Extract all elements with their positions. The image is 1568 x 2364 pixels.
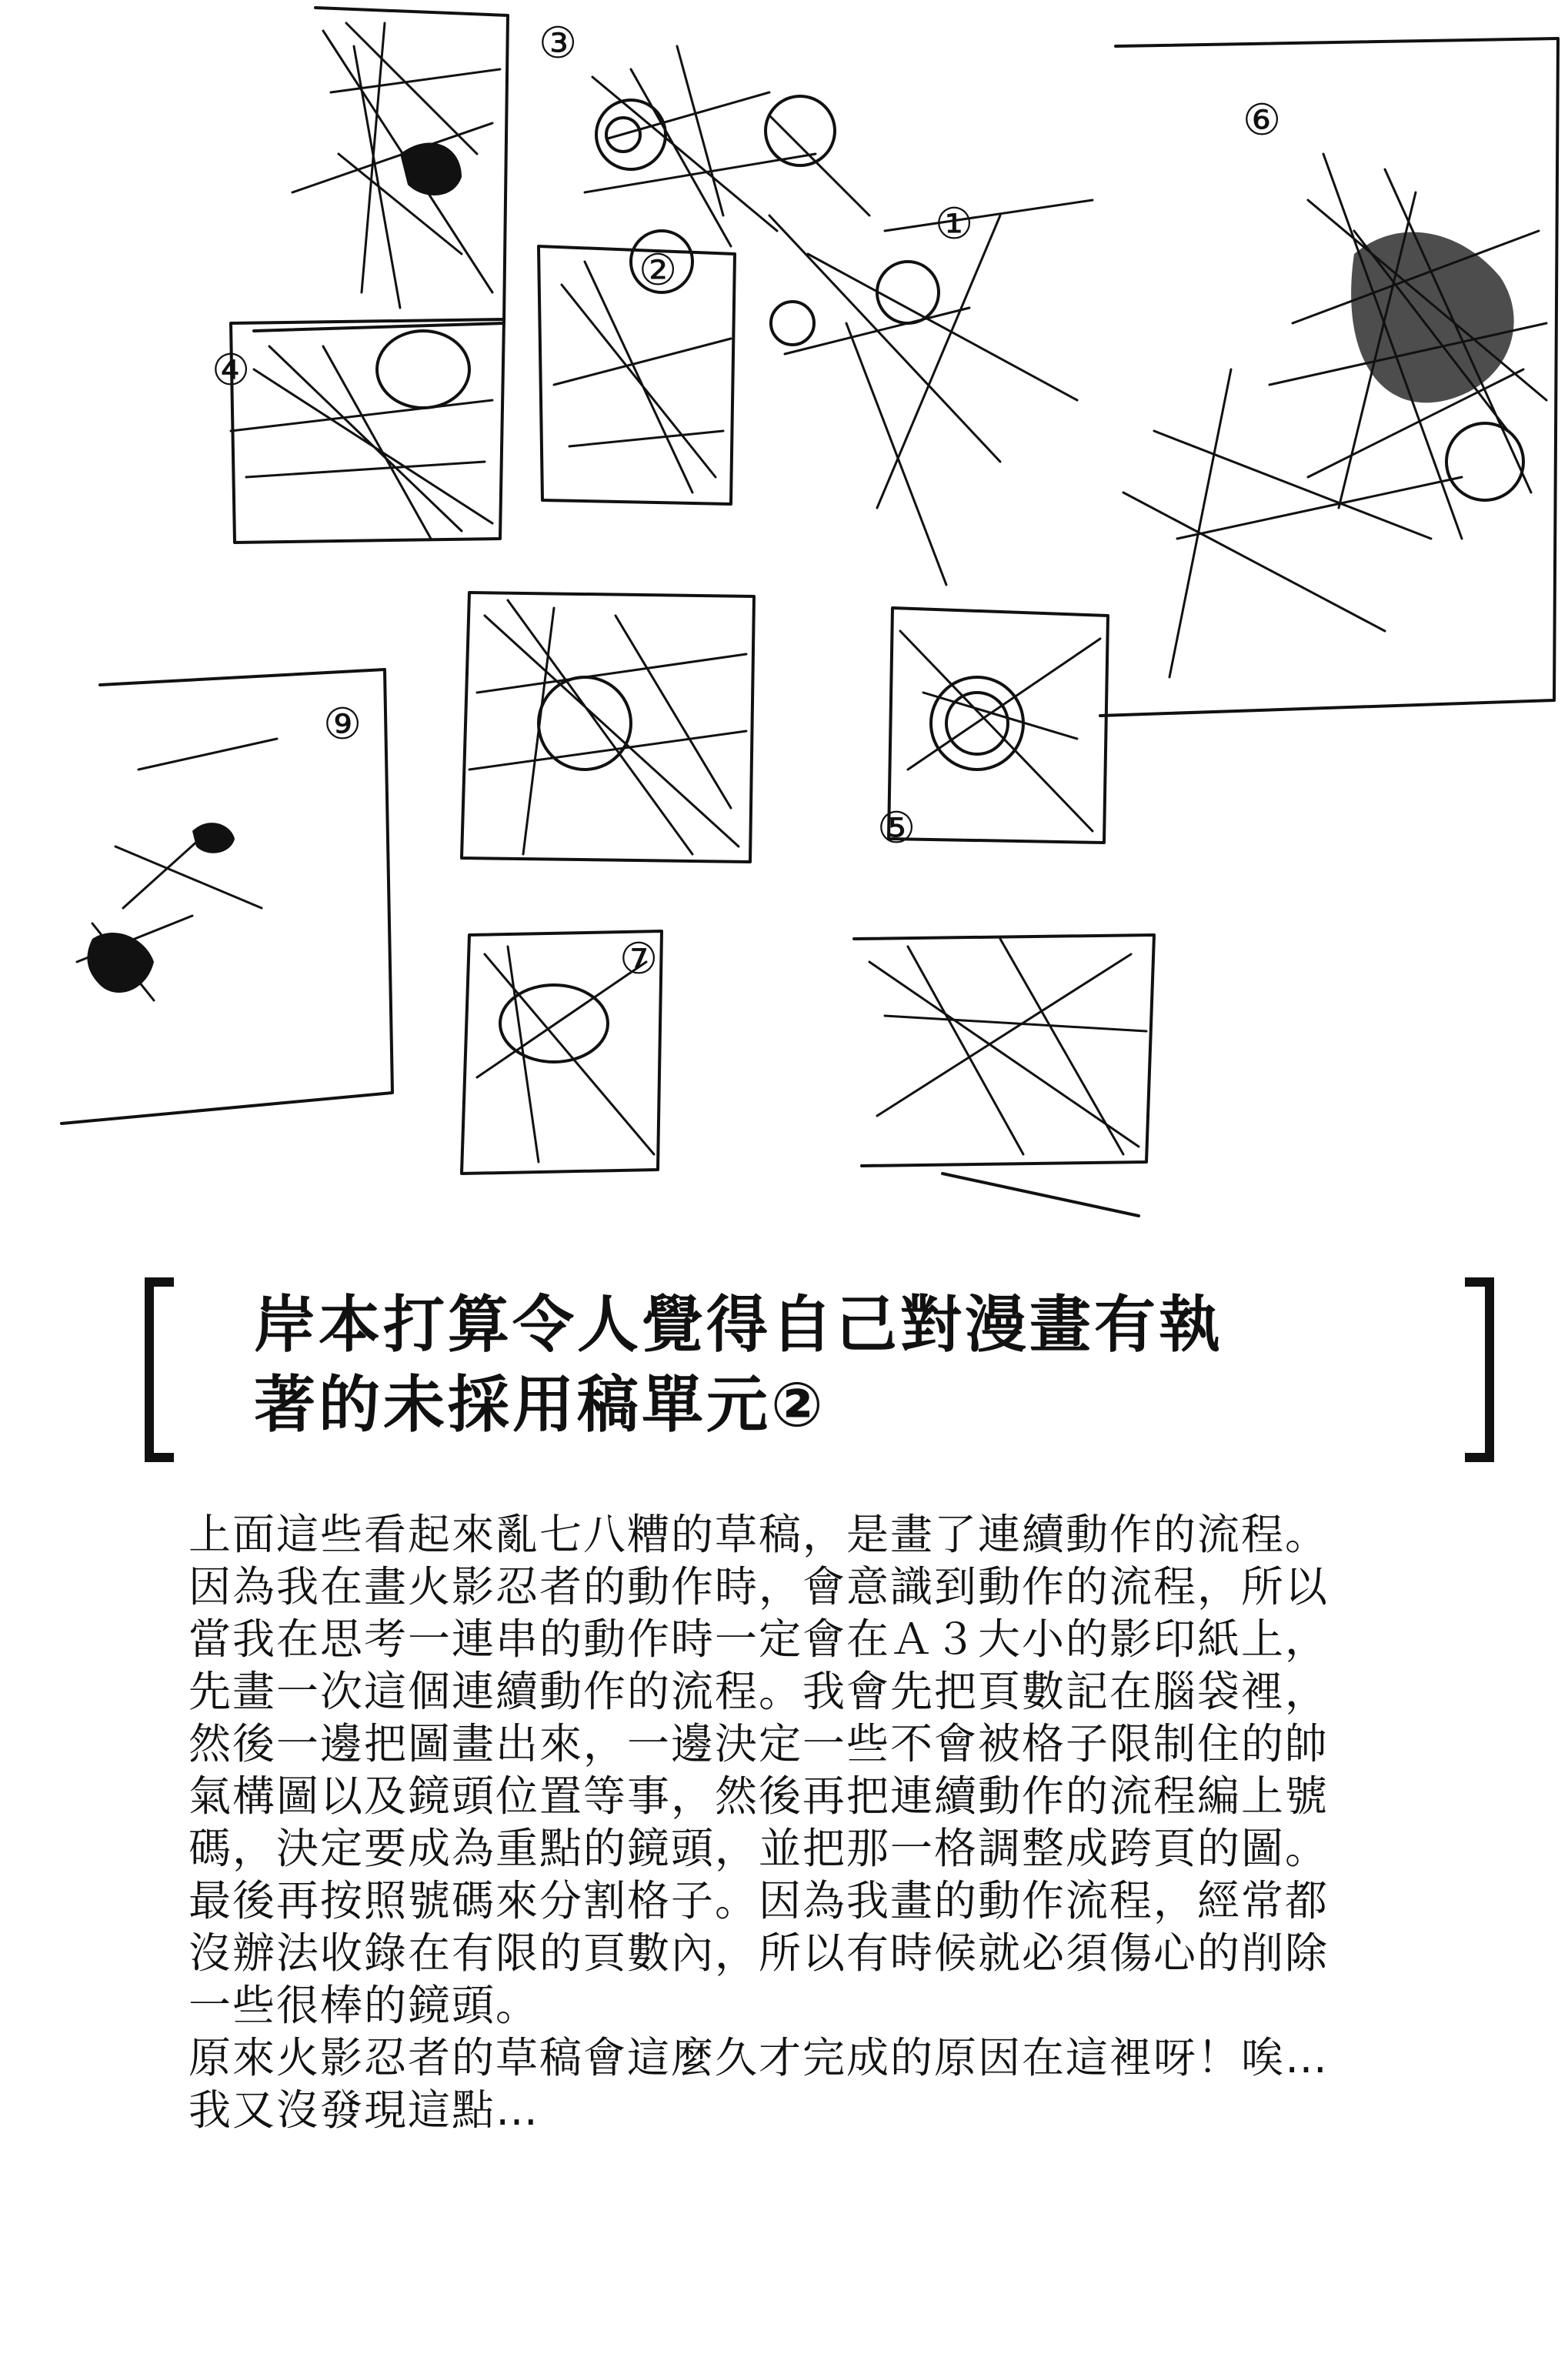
heading-title [254, 1285, 1408, 1445]
panel-number: ⑦ [619, 934, 659, 984]
panel-number: ⑤ [877, 803, 916, 853]
panel-number: ② [639, 245, 678, 296]
panel-number: ④ [212, 346, 251, 396]
panel-number: ③ [539, 18, 578, 68]
right-bracket [1465, 1277, 1494, 1462]
body-text [188, 1508, 1496, 2136]
panel-number: ⑥ [1243, 95, 1282, 145]
body-paragraph-2: 原來火影忍者的草稿會這麼久才完成的原因在這裡呀！唉… 我又沒發現這點… [188, 2033, 1329, 2135]
heading-line-1: 岸本打算令人覺得自己對漫畫有執 [254, 1289, 1223, 1361]
section-heading [138, 1270, 1500, 1478]
body-paragraph-1: 上面這些看起來亂七八糟的草稿，是畫了連續動作的流程。 因為我在畫火影忍者的動作時，會意識到動作的流程，所以 當我在思考一連串的動作時一定會在Ａ３大小的影印紙上， 先畫一次這個連續動作的流程。我會先把頁數記在腦袋裡， 然後一邊把圖畫出來，一邊決定一些不會被格子限制住的帥 氣構圖以及鏡頭位置等事，然後再把連續動作的流程編上號 碼，決定要成為重點的鏡頭，並把那一格調整成跨頁的圖。 最後再按照號碼來分割格子。因為我畫的動作流程，經常都 沒辦法收錄在有限的頁數內，所以有時候就必須傷心的削除 一些很棒的鏡頭。 [188, 1510, 1329, 2030]
heading-line-2: 著的未採用稿單元② [254, 1369, 826, 1441]
left-bracket [145, 1277, 174, 1462]
panel-number: ① [935, 199, 974, 249]
panel-number: ⑨ [323, 700, 362, 750]
panel-frames [62, 8, 1558, 1216]
